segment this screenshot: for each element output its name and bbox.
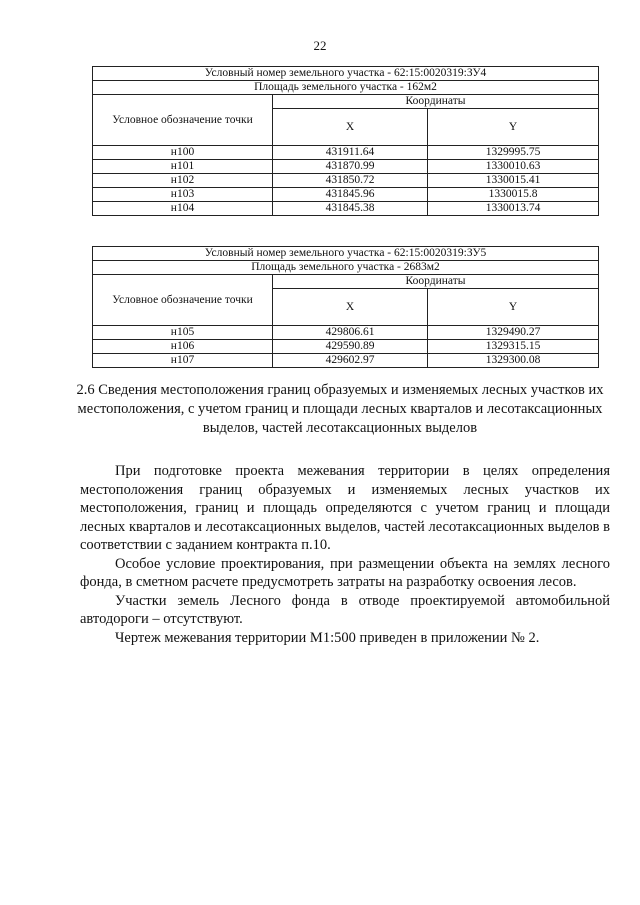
x-cell: 431845.38 <box>273 202 428 216</box>
y-cell: 1330015.8 <box>428 188 599 202</box>
y-cell: 1329300.08 <box>428 354 599 368</box>
point-header: Условное обозначение точки <box>93 95 273 146</box>
y-cell: 1329995.75 <box>428 146 599 160</box>
point-header: Условное обозначение точки <box>93 275 273 326</box>
coords-header: Координаты <box>273 275 599 289</box>
coords-header: Координаты <box>273 95 599 109</box>
x-cell: 431870.99 <box>273 160 428 174</box>
y-cell: 1330010.63 <box>428 160 599 174</box>
table-row <box>93 326 599 340</box>
x-cell: 431845.96 <box>273 188 428 202</box>
table-title: Условный номер земельного участка - 62:15:0020319:ЗУ5 <box>93 247 599 261</box>
body-text <box>80 462 610 647</box>
paragraph: Участки земель Лесного фонда в отводе проектируемой автомобильной автодороги – отсутствуют. <box>80 592 610 627</box>
point-cell: н101 <box>93 160 273 174</box>
y-cell: 1329315.15 <box>428 340 599 354</box>
paragraph: При подготовке проекта межевания территории в целях определения местоположения границ образуемых и изменяемых лесных участков их местоположения, границ и площадь определяются с учетом границ и площади лесных кварталов и лесотаксационных выделов, частей лесотаксационных выделов в соответствии с заданием контракта п.10. <box>80 463 610 553</box>
y-cell: 1330013.74 <box>428 202 599 216</box>
section-heading: 2.6 Сведения местоположения границ образуемых и изменяемых лесных участков их местоположения, с учетом границ и площади лесных кварталов и лесотаксационных выделов, частей лесотаксационных выделов <box>76 382 604 436</box>
x-cell: 429602.97 <box>273 354 428 368</box>
x-cell: 431850.72 <box>273 174 428 188</box>
table-row <box>93 354 599 368</box>
x-cell: 429806.61 <box>273 326 428 340</box>
paragraph: Чертеж межевания территории М1:500 приведен в приложении № 2. <box>115 629 540 646</box>
x-header: X <box>273 109 428 146</box>
table-area: Площадь земельного участка - 2683м2 <box>93 261 599 275</box>
table-row <box>93 146 599 160</box>
point-cell: н102 <box>93 174 273 188</box>
coordinates-table-zu5 <box>92 246 599 368</box>
point-cell: н107 <box>93 354 273 368</box>
paragraph: Особое условие проектирования, при размещении объекта на землях лесного фонда, в сметном расчете предусмотреть затраты на разработку освоения лесов. <box>80 555 610 590</box>
point-cell: н105 <box>93 326 273 340</box>
point-cell: н104 <box>93 202 273 216</box>
point-cell: н100 <box>93 146 273 160</box>
table-row <box>93 174 599 188</box>
point-cell: н106 <box>93 340 273 354</box>
x-cell: 431911.64 <box>273 146 428 160</box>
x-header: X <box>273 289 428 326</box>
table-area: Площадь земельного участка - 162м2 <box>93 81 599 95</box>
y-cell: 1329490.27 <box>428 326 599 340</box>
table-row <box>93 188 599 202</box>
y-cell: 1330015.41 <box>428 174 599 188</box>
point-cell: н103 <box>93 188 273 202</box>
y-header: Y <box>428 109 599 146</box>
y-header: Y <box>428 289 599 326</box>
table-row <box>93 340 599 354</box>
page-number: 22 <box>313 38 327 53</box>
x-cell: 429590.89 <box>273 340 428 354</box>
table-row <box>93 160 599 174</box>
coordinates-table-zu4 <box>92 66 599 216</box>
table-title: Условный номер земельного участка - 62:15:0020319:ЗУ4 <box>93 67 599 81</box>
table-row <box>93 202 599 216</box>
